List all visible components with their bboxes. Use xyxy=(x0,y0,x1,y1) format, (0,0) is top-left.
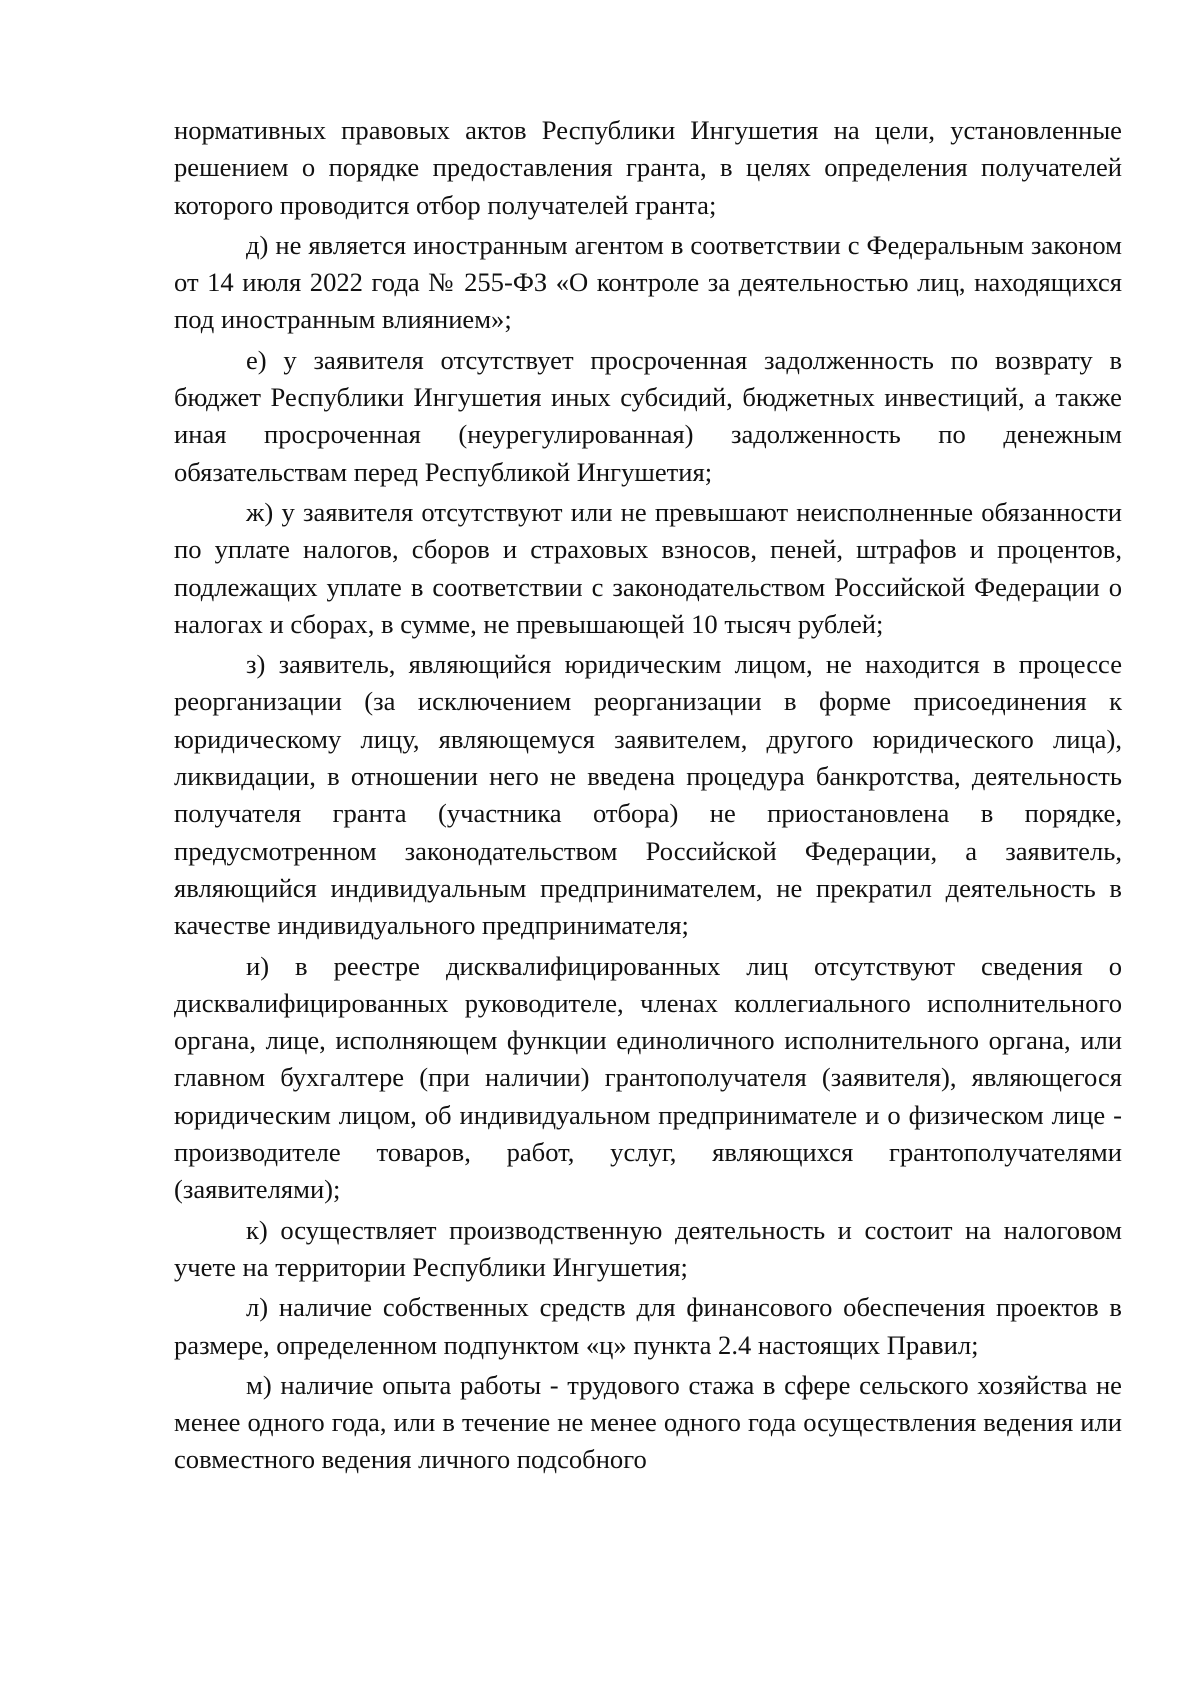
document-body xyxy=(174,112,1122,1482)
paragraph-i: и) в реестре дисквалифицированных лиц отсутствуют сведения о дисквалифицированных руководителе, членах коллегиального исполнительного органа, лице, исполняющем функции единоличного исполнительного органа, или главном бухгалтере (при наличии) грантополучателя (заявителя), являющегося юридическим лицом, об индивидуальном предпринимателе и о физическом лице - производителе товаров, работ, услуг, являющихся грантополучателями (заявителями); xyxy=(174,950,1122,1205)
paragraph-e: е) у заявителя отсутствует просроченная задолженность по возврату в бюджет Республики Ингушетия иных субсидий, бюджетных инвестиций, а также иная просроченная (неурегулированная) задолженность по денежным обязательствам перед Республикой Ингушетия; xyxy=(174,344,1122,487)
paragraph-k: к) осуществляет производственную деятельность и состоит на налоговом учете на территории Республики Ингушетия; xyxy=(174,1214,1122,1282)
paragraph-continuation: нормативных правовых актов Республики Ингушетия на цели, установленные решением о порядке предоставления гранта, в целях определения получателей которого проводится отбор получателей гранта; xyxy=(174,115,1122,220)
paragraph-d: д) не является иностранным агентом в соответствии с Федеральным законом от 14 июля 2022 года № 255-ФЗ «О контроле за деятельностью лиц, находящихся под иностранным влиянием»; xyxy=(174,229,1122,335)
paragraph-l: л) наличие собственных средств для финансового обеспечения проектов в размере, определенном подпунктом «ц» пункта 2.4 настоящих Правил; xyxy=(174,1292,1122,1360)
paragraph-m: м) наличие опыта работы - трудового стажа в сфере сельского хозяйства не менее одного года, или в течение не менее одного года осуществления ведения или совместного ведения личного подсобного xyxy=(174,1369,1122,1475)
paragraph-z: з) заявитель, являющийся юридическим лицом, не находится в процессе реорганизации (за исключением реорганизации в форме присоединения к юридическому лицу, являющемуся заявителем, другого юридического лица), ликвидации, в отношении него не введена процедура банкротства, деятельность получателя гранта (участника отбора) не приостановлена в порядке, предусмотренном законодательством Российской Федерации, а заявитель, являющийся индивидуальным предпринимателем, не прекратил деятельность в качестве индивидуального предпринимателя; xyxy=(174,649,1122,941)
paragraph-zh: ж) у заявителя отсутствуют или не превышают неисполненные обязанности по уплате налогов, сборов и страховых взносов, пеней, штрафов и процентов, подлежащих уплате в соответствии с законодательством Российской Федерации о налогах и сборах, в сумме, не превышающей 10 тысяч рублей; xyxy=(174,496,1122,639)
